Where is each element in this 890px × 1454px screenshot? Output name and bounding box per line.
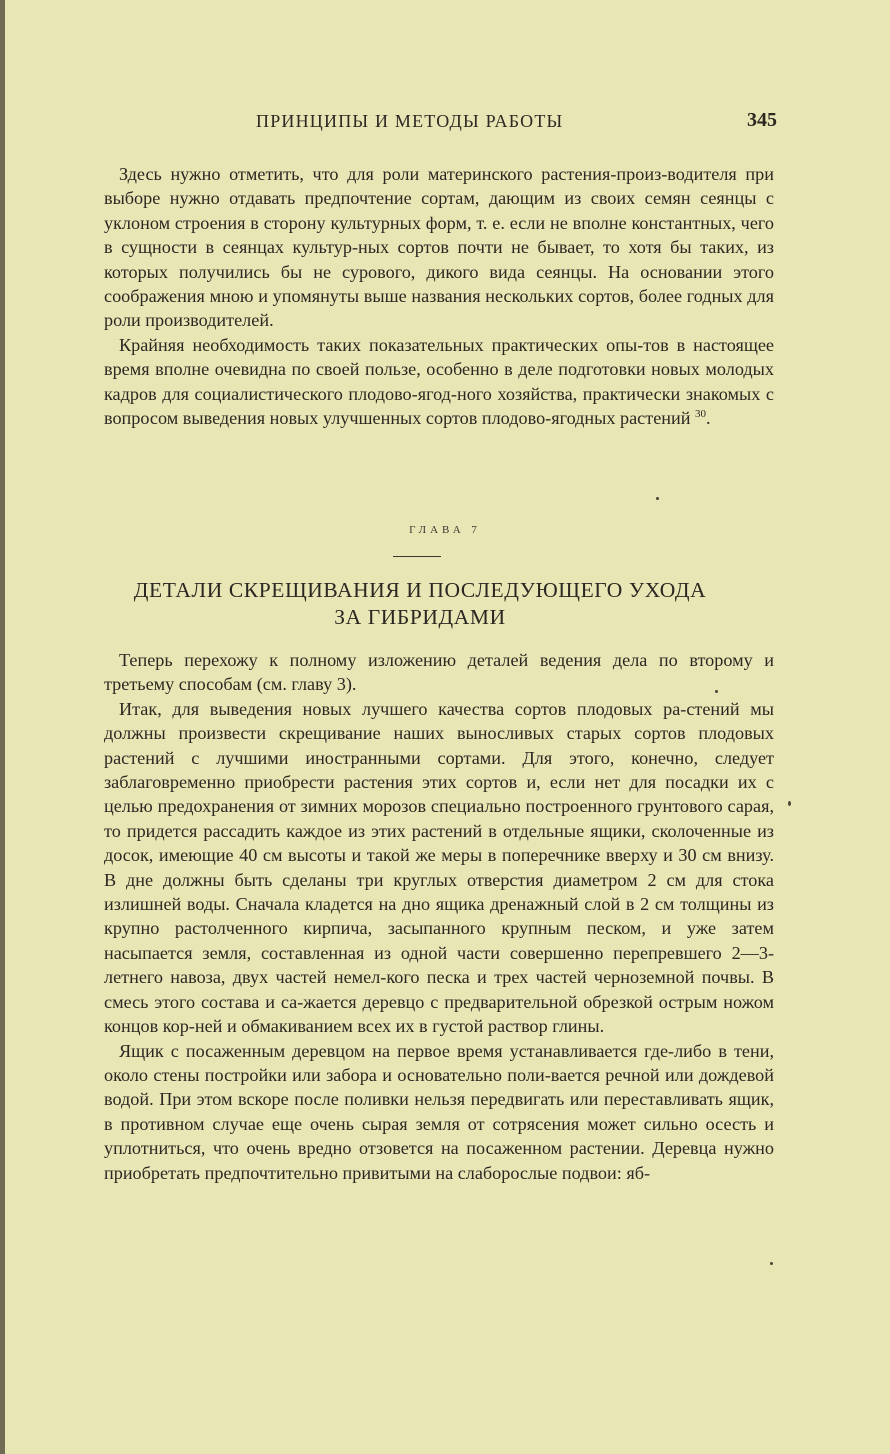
chapter-divider bbox=[393, 556, 441, 557]
paper-speck bbox=[788, 801, 791, 806]
paper-speck bbox=[770, 1262, 773, 1265]
footnote-reference: 30 bbox=[695, 408, 707, 420]
chapter-title-line: ЗА ГИБРИДАМИ bbox=[334, 605, 506, 629]
paragraph: Теперь перехожу к полному изложению деталей ведения дела по второму и третьему способам (см. главу 3). bbox=[104, 650, 774, 695]
running-head-title: ПРИНЦИПЫ И МЕТОДЫ РАБОТЫ bbox=[256, 111, 564, 131]
chapter-label: ГЛАВА 7 bbox=[409, 524, 481, 536]
section-1-text bbox=[104, 162, 774, 430]
section-2-text bbox=[104, 648, 774, 1185]
paragraph: Ящик с посаженным деревцом на первое время устанавливается где-либо в тени, около стены постройки или забора и основательно поли-вается речной или дождевой водой. При этом вскоре после поливки нельзя передвигать или переставливать ящик, в противном случае еще очень сырая земля от сотрясения может сильно осесть и уплотниться, что очень вредно отзовется на посаженном растении. Деревца нужно приобретать предпочтительно привитыми на слаборослые подвои: яб- bbox=[104, 1040, 774, 1183]
chapter-title bbox=[0, 577, 840, 631]
paragraph: Крайняя необходимость таких показательных практических опы-тов в настоящее время вполне очевидна по своей пользе, особенно в деле подготовки новых молодых кадров для социалистического плодово-ягод-ного хозяйства, практически знакомых с вопросом выведения новых улучшенных сортов плодово-ягодных растений $^{30}$. bbox=[104, 334, 774, 429]
page-edge-shadow bbox=[0, 0, 5, 1454]
page-number: 345 bbox=[747, 109, 777, 131]
paper-speck bbox=[715, 690, 718, 693]
chapter-title-line: ДЕТАЛИ СКРЕЩИВАНИЯ И ПОСЛЕДУЮЩЕГО УХОДА bbox=[133, 578, 707, 602]
paper-speck bbox=[656, 497, 659, 500]
paragraph: Здесь нужно отметить, что для роли материнского растения-произ-водителя при выборе нужно отдавать предпочтение сортам, дающим из своих семян сеянцы с уклоном строения в сторону культурных форм, т. е. если не вполне константных, чего в сущности в сеянцах культур-ных сортов почти не бывает, то хотя бы таких, из которых получились бы не сурового, дикого вида сеянцы. На основании этого соображения мною и упомянуты выше названия нескольких сортов, более годных для роли производителей. bbox=[104, 164, 774, 331]
paragraph: Итак, для выведения новых лучшего качества сортов плодовых ра-стений мы должны произвести скрещивание наших выносливых старых сортов плодовых растений с лучшими иностранными сортами. Для этого, конечно, следует заблаговременно приобрести растения этих сортов и, если нет для посадки их с целью предохранения от зимних морозов специально построенного грунтового сарая, то придется рассадить каждое из этих растений в отдельные ящики, сколоченные из досок, имеющие 40 см высоты и такой же меры в поперечнике вверху и 30 см внизу. В дне должны быть сделаны три круглых отверстия диаметром 2 см для стока излишней воды. Сначала кладется на дно ящика дренажный слой в 2 см толщины из крупно растолченного кирпича, засыпанного крупным песком, и уже затем насыпается земля, составленная из одной части совершенно перепревшего 2—3-летнего навоза, двух частей немел-кого песка и трех частей черноземной почвы. В смесь этого состава и са-жается деревцо с предварительной обрезкой острым ножом концов кор-ней и обмакиванием всех их в густой раствор глины. bbox=[104, 698, 774, 1037]
paragraph-text: Крайняя необходимость таких показательных практических опы-тов в настоящее время вполне очевидна по своей пользе, особенно в деле подготовки новых молодых кадров для социалистического плодово-ягод-ного хозяйства, практически знакомых с вопросом выведения новых улучшенных сортов плодово-ягодных растений bbox=[104, 334, 774, 429]
running-head bbox=[0, 111, 890, 135]
